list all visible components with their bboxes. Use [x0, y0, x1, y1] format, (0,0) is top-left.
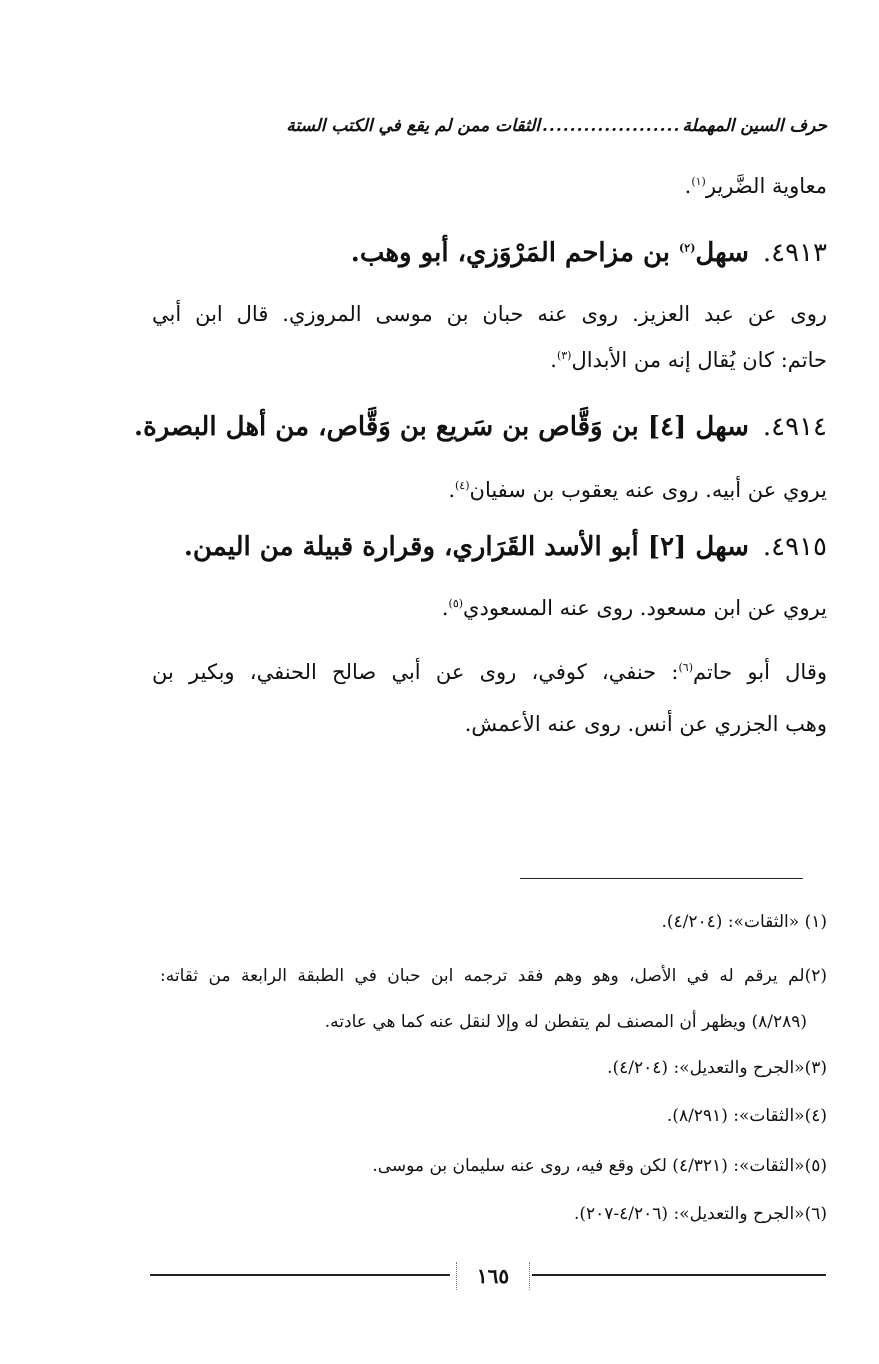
- footnote-separator: [520, 878, 803, 879]
- running-head: [170, 116, 827, 136]
- footnote-ref[interactable]: (٦): [678, 661, 693, 674]
- entry-text-line: وقال أبو حاتم$^{(٦)}$: حنفي، كوفي، روى عن أبي صالح الحنفي، وبكير بن: [152, 660, 827, 684]
- running-head-dots: ....................: [542, 116, 681, 136]
- entry-tag: [٤]: [647, 412, 687, 442]
- footer-rule: [150, 1274, 450, 1276]
- footnote-ref[interactable]: (٤): [455, 479, 470, 492]
- entry-name: سهل: [695, 412, 749, 442]
- footnote-ref[interactable]: (١): [691, 175, 706, 188]
- footnote: (١) «الثقات»: (٤/٢٠٤).: [661, 912, 827, 932]
- page-number: ١٦٥: [456, 1262, 530, 1290]
- entry-text-line: روى عن عبد العزيز. روى عنه حبان بن موسى المروزي. قال ابن أبي: [152, 302, 827, 326]
- entry-rest: بن وَقَّاص بن سَريع بن وَقَّاص، من أهل البصرة.: [134, 412, 648, 442]
- entry-tag: [٢]: [647, 532, 687, 562]
- entry-number: ٤٩١٥.: [762, 532, 827, 562]
- footnote-ref[interactable]: (٢): [679, 241, 696, 255]
- entry-text-line: يروي عن ابن مسعود. روى عنه المسعودي$^{(٥)}$.: [441, 596, 827, 620]
- entry-heading: [184, 532, 827, 562]
- running-head-section: حرف السين المهملة: [682, 116, 827, 136]
- footnote: (٢)لم يرقم له في الأصل، وهو وهم فقد ترجمه ابن حبان في الطبقة الرابعة من ثقاته:: [160, 966, 827, 986]
- entry-text-line: حاتم: كان يُقال إنه من الأبدال$^{(٣)}$.: [550, 348, 827, 372]
- footnote: (٤)«الثقات»: (٨/٢٩١).: [666, 1106, 827, 1126]
- entry-rest: بن مزاحم المَرْوَزي، أبو وهب.: [350, 238, 680, 268]
- entry-number: ٤٩١٤.: [762, 412, 827, 442]
- entry-heading: [351, 238, 827, 268]
- entry-number: ٤٩١٣.: [762, 238, 827, 268]
- entry-text-line: يروي عن أبيه. روى عنه يعقوب بن سفيان$^{(٤)}$.: [448, 478, 827, 502]
- entry-name: سهل: [695, 532, 749, 562]
- footnote-continuation: (٨/٢٨٩) ويظهر أن المصنف لم يتفطن له وإلا لنقل عنه كما هي عادته.: [324, 1012, 807, 1032]
- entry-rest: أبو الأسد القَرَاري، وقرارة قبيلة من اليمن.: [183, 532, 648, 562]
- page-footer: [150, 1262, 826, 1292]
- entry-name: سهل: [695, 238, 749, 268]
- footnote-ref[interactable]: (٣): [556, 349, 572, 362]
- footnote: (٦)«الجرح والتعديل»: (٤/٢٠٦-٢٠٧).: [573, 1204, 827, 1224]
- entry-heading: [134, 412, 827, 442]
- footnote: (٥)«الثقات»: (٤/٣٢١) لكن وقع فيه، روى عنه سليمان بن موسى.: [372, 1156, 827, 1176]
- footnote-ref[interactable]: (٥): [448, 597, 464, 610]
- footer-rule: [532, 1274, 826, 1276]
- running-head-book: الثقات ممن لم يقع في الكتب الستة: [286, 116, 540, 136]
- entry-text-line: وهب الجزري عن أنس. روى عنه الأعمش.: [464, 712, 827, 736]
- continuation-line: معاوية الضَّرير$^{(١)}$.: [684, 174, 827, 198]
- footnote: (٣)«الجرح والتعديل»: (٤/٢٠٤).: [607, 1058, 827, 1078]
